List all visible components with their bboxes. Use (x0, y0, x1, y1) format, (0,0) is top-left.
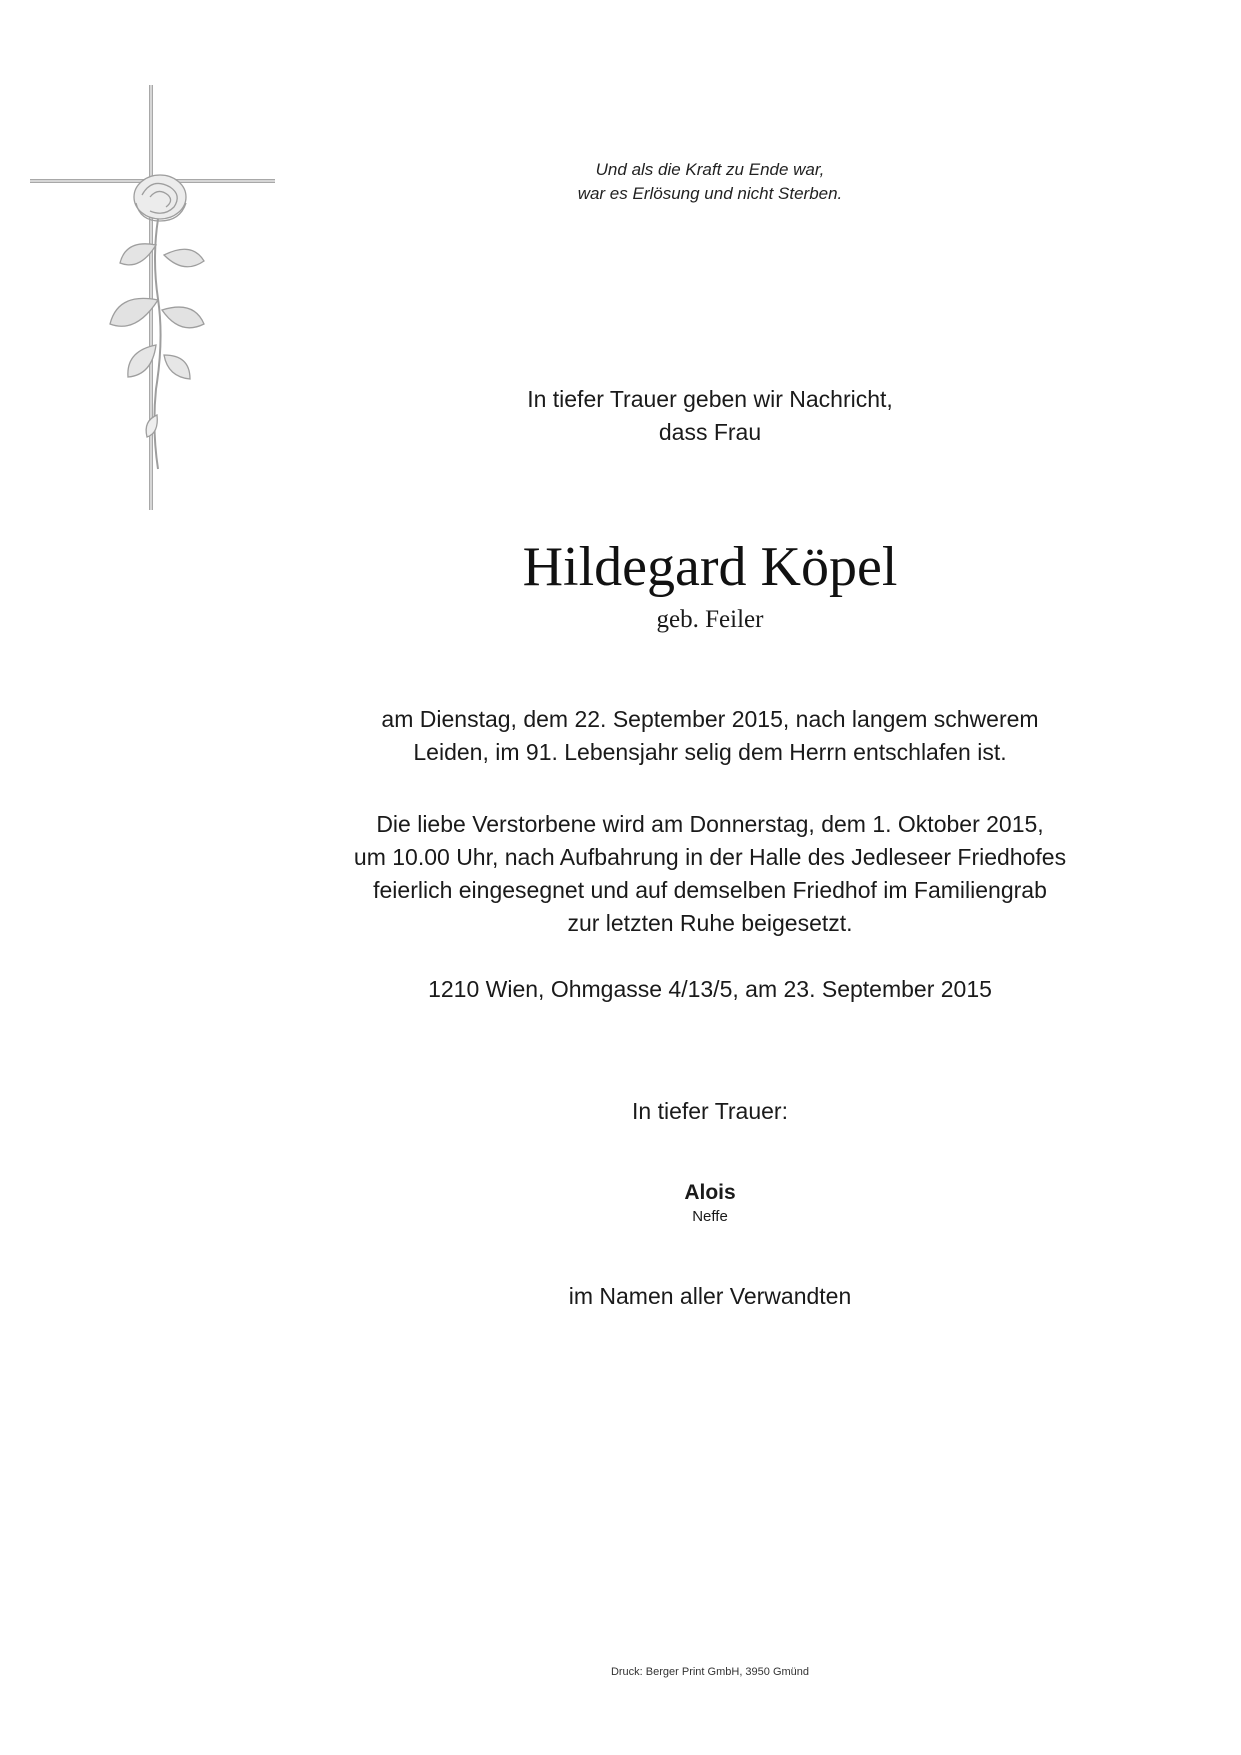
quote (290, 158, 1130, 206)
funeral-line-1: Die liebe Verstorbene wird am Donnerstag, dem 1. Oktober 2015, (376, 811, 1044, 837)
funeral-line-4: zur letzten Ruhe beigesetzt. (567, 910, 853, 936)
funeral-line-2: um 10.00 Uhr, nach Aufbahrung in der Halle des Jedleseer Friedhofes (353, 844, 1067, 870)
death-notice-line-2: Leiden, im 91. Lebensjahr selig dem Herrn entschlafen ist. (413, 739, 1007, 765)
intro (290, 383, 1130, 449)
deceased-name: Hildegard Köpel (522, 536, 898, 598)
cross-with-rose-icon (30, 85, 275, 510)
death-notice-line-1: am Dienstag, dem 22. September 2015, nach langem schwerem (381, 706, 1039, 732)
intro-line-2: dass Frau (658, 419, 762, 445)
mourner-name: Alois (684, 1181, 736, 1204)
place-date: 1210 Wien, Ohmgasse 4/13/5, am 23. September 2015 (428, 976, 992, 1002)
printer-imprint: Druck: Berger Print GmbH, 3950 Gmünd (610, 1666, 810, 1678)
funeral-details (290, 808, 1130, 940)
quote-line-1: Und als die Kraft zu Ende war, (595, 160, 825, 179)
funeral-line-3: feierlich eingesegnet und auf demselben Friedhof im Familiengrab (373, 877, 1047, 903)
deceased-maiden-name: geb. Feiler (656, 606, 764, 633)
mourning-label: In tiefer Trauer: (632, 1098, 788, 1124)
closing-line: im Namen aller Verwandten (568, 1283, 852, 1309)
mourner-relation: Neffe (692, 1208, 728, 1225)
death-notice (290, 703, 1130, 769)
quote-line-2: war es Erlösung und nicht Sterben. (577, 184, 843, 203)
intro-line-1: In tiefer Trauer geben wir Nachricht, (527, 386, 893, 412)
